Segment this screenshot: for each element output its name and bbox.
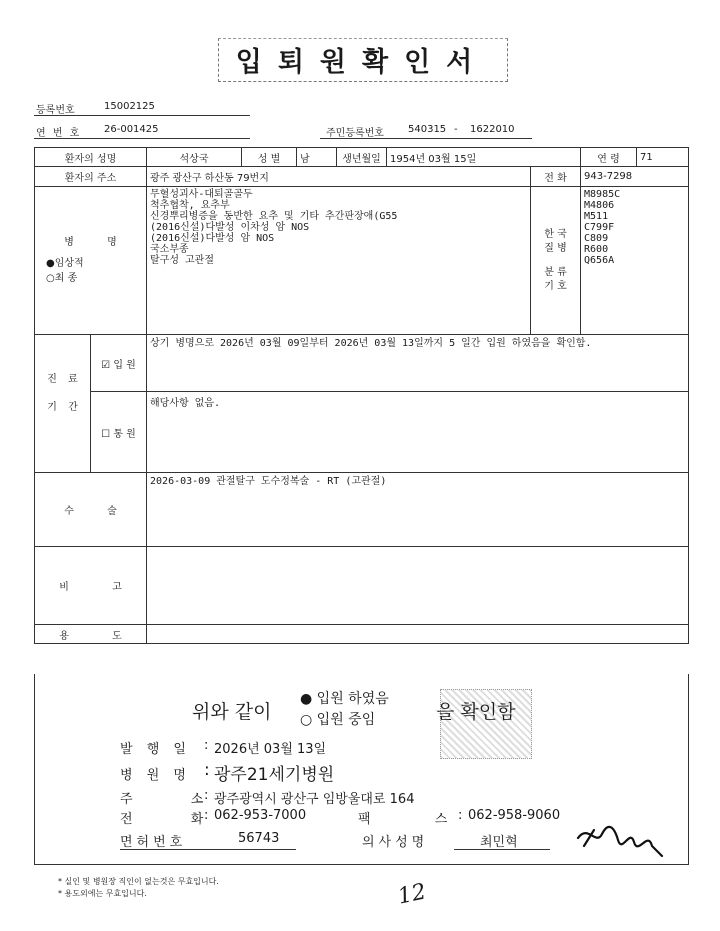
surgery-text: 2026-03-09 관절탈구 도수정복술 - RT (고관절) — [147, 473, 689, 547]
outpatient-checkbox-cell — [91, 392, 147, 473]
reg-underline — [34, 115, 250, 116]
doctor-name-label: 의사성명 — [362, 835, 429, 850]
kcd-label-4: 기 호 — [544, 280, 567, 292]
address-issue-label: 주 소 — [120, 792, 204, 807]
outpatient-row — [35, 392, 689, 473]
dob-value: 1954년 03월 15일 — [387, 148, 581, 167]
reg-number-label: 등록번호 — [36, 105, 75, 116]
treatment-label-2: 기 간 — [47, 402, 78, 413]
hospital-phone-colon: : — [204, 808, 209, 823]
diagnosis-line: 무혈성괴사-대퇴골골두 — [150, 189, 253, 200]
unchecked-box-icon: ☐ — [101, 428, 111, 440]
address-value: 광주 광산구 하산동 79번지 — [147, 167, 531, 187]
inpatient-text: 상기 병명으로 2026년 03월 09일부터 2026년 03월 13일까지 5 일간 입원 하였음을 확인함. — [147, 335, 689, 392]
address-issue-value: 광주광역시 광산구 임방울대로 164 — [214, 792, 415, 807]
address-label: 환자의 주소 — [35, 167, 147, 187]
kcd-code: M4806 — [584, 200, 615, 211]
sex-value: 남 — [297, 148, 337, 167]
phone-label: 전 화 — [531, 167, 581, 187]
footnote-seal: * 실인 및 병원장 직인이 없는것은 무효입니다. — [58, 877, 219, 886]
kcd-code-list — [581, 187, 689, 335]
patient-name-row — [35, 148, 689, 167]
patient-name-label: 환자의 성명 — [35, 148, 147, 167]
issue-date-colon: : — [204, 738, 209, 753]
hospital-fax-label: 팩 스 — [358, 812, 448, 827]
confirm-option-admitted: ● 입원 하였음 — [300, 691, 389, 707]
issue-date-label: 발 행 일 — [120, 742, 186, 757]
surgery-label: 수 술 — [35, 473, 147, 547]
age-value: 71 — [637, 148, 689, 167]
kcd-label-2: 질 병 — [544, 242, 567, 254]
hospital-name-label: 병 원 명 — [120, 768, 186, 783]
serial-number-value: 26-001425 — [104, 124, 159, 135]
kcd-code: C799F — [584, 222, 615, 233]
diagnosis-option-final: ○최 종 — [46, 273, 78, 284]
reg-number-value: 15002125 — [104, 101, 155, 112]
diagnosis-option-clinical: ●임상적 — [46, 258, 84, 269]
sex-label: 성 별 — [242, 148, 297, 167]
serial-number-label: 연 번 호 — [36, 128, 80, 139]
purpose-row — [35, 625, 689, 644]
confirm-option-inpatient: ○ 입원 중임 — [300, 712, 376, 728]
hospital-fax-colon: : — [458, 808, 463, 823]
surgery-row — [35, 473, 689, 547]
checked-box-icon: ☑ — [101, 359, 111, 371]
license-value: 56743 — [238, 831, 280, 846]
doctor-name-value: 최민혁 — [480, 835, 518, 850]
hospital-fax-value: 062-958-9060 — [468, 808, 561, 823]
certificate-table — [34, 147, 689, 644]
purpose-text — [147, 625, 689, 644]
diagnosis-list — [147, 187, 531, 335]
kcd-code: R600 — [584, 244, 609, 255]
issue-date-value: 2026년 03월 13일 — [214, 742, 327, 757]
hospital-phone-label: 전 화 — [120, 812, 204, 827]
diagnosis-line: 신경뿌리병증을 동반한 요추 및 기타 추간판장애(G55 — [150, 211, 398, 222]
remarks-row — [35, 547, 689, 625]
diagnosis-line: 척추협착, 요추부 — [150, 200, 230, 211]
patient-name-value: 석상국 — [147, 148, 242, 167]
kcd-code: M511 — [584, 211, 609, 222]
rrn-front: 540315 — [408, 124, 447, 135]
hospital-phone-value: 062-953-7000 — [214, 808, 307, 823]
diagnosis-label-cell — [35, 187, 147, 335]
license-underline — [120, 849, 296, 850]
outpatient-text: 해당사항 없음. — [147, 392, 689, 473]
rrn-dash: - — [454, 124, 458, 135]
hospital-name-colon: : — [204, 760, 210, 780]
kcd-code: M8985C — [584, 189, 621, 200]
kcd-label-1: 한 국 — [544, 228, 567, 240]
treatment-label-1: 진 료 — [47, 374, 78, 385]
address-issue-colon: : — [204, 788, 209, 803]
dob-label: 생년월일 — [337, 148, 387, 167]
inpatient-row — [35, 335, 689, 392]
hospital-name-value: 광주21세기병원 — [214, 765, 335, 785]
serial-underline — [34, 138, 250, 139]
rrn-label: 주민등록번호 — [326, 128, 384, 139]
age-label: 연 령 — [581, 148, 637, 167]
handwritten-page-mark: 12 — [395, 879, 429, 910]
outpatient-label: 통 원 — [113, 428, 136, 440]
inpatient-checkbox-cell — [91, 335, 147, 392]
doctor-underline — [454, 849, 550, 850]
patient-address-row — [35, 167, 689, 187]
purpose-label: 용 도 — [35, 625, 147, 644]
diagnosis-line: 국소부종 — [150, 244, 189, 255]
kcd-code: Q656A — [584, 255, 615, 266]
footnote-purpose: * 용도외에는 무효입니다. — [58, 889, 147, 898]
diagnosis-line: 탈구성 고관절 — [150, 255, 214, 266]
doctor-signature — [574, 816, 666, 862]
remarks-label: 비 고 — [35, 547, 147, 625]
diagnosis-row — [35, 187, 689, 335]
inpatient-label: 입 원 — [113, 359, 136, 371]
kcd-code: C809 — [584, 233, 609, 244]
kcd-label-3: 분 류 — [544, 266, 567, 278]
diagnosis-line: (2016신설)다발성 암 NOS — [150, 233, 275, 244]
treatment-period-label — [35, 335, 91, 473]
confirm-prefix: 위와 같이 — [192, 701, 272, 723]
rrn-underline — [320, 138, 532, 139]
confirm-suffix: 을 확인함 — [436, 701, 516, 723]
rrn-back: 1622010 — [470, 124, 515, 135]
diagnosis-label: 병 명 — [64, 237, 117, 248]
phone-value: 943-7298 — [581, 167, 689, 187]
diagnosis-line: (2016신설)다발성 이차성 암 NOS — [150, 222, 310, 233]
license-label: 면허번호 — [120, 835, 187, 850]
document-title: 입퇴원확인서 — [235, 47, 489, 78]
remarks-text — [147, 547, 689, 625]
kcd-label-cell — [531, 187, 581, 335]
